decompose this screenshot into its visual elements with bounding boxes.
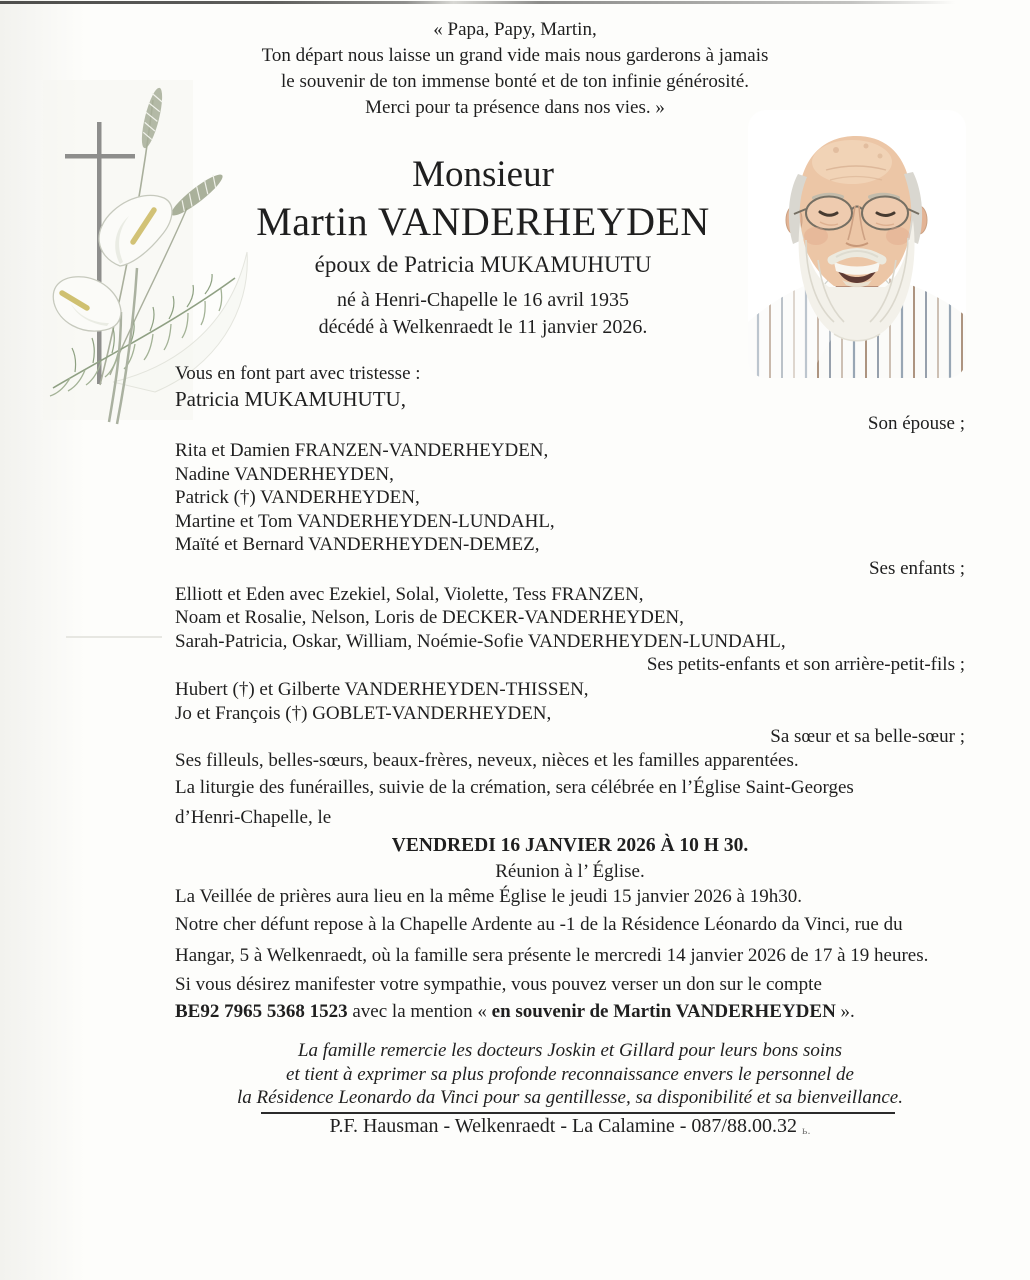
donation-paragraph (175, 971, 965, 1025)
list-item: Patrick (†) VANDERHEYDEN, (175, 487, 420, 508)
civility: Monsieur (412, 154, 554, 195)
grandchildren-names-list (175, 583, 965, 654)
liturgy-paragraph (175, 773, 965, 833)
relation-siblings: Sa sœur et sa belle-sœur ; (770, 726, 965, 747)
announcement-body (175, 362, 965, 1142)
bank-account-number: BE92 7965 5368 1523 (175, 1001, 348, 1022)
list-item: Jo et François (†) GOBLET-VANDERHEYDEN, (175, 702, 552, 724)
funeral-date-line: VENDREDI 16 JANVIER 2026 À 10 H 30. (391, 835, 749, 856)
children-names-list (175, 439, 965, 557)
relation-children: Ses enfants ; (868, 557, 965, 579)
thanks-line: et tient à exprimer sa plus profonde reconnaissance envers le personnel de (286, 1063, 854, 1085)
title-block (175, 152, 791, 341)
list-item: Sarah-Patricia, Oskar, William, Noémie-Sofie VANDERHEYDEN-LUNDAHL, (175, 630, 786, 652)
list-item: Rita et Damien FRANZEN-VANDERHEYDEN, (175, 440, 549, 461)
repose-line: Hangar, 5 à Welkenraedt, où la famille sera présente le mercredi 14 janvier 2026 de 17 à 19 heures. (175, 945, 929, 966)
donation-mention: en souvenir de Martin VANDERHEYDEN (491, 1001, 836, 1022)
list-item: Hubert (†) et Gilberte VANDERHEYDEN-THISSEN, (175, 679, 589, 700)
relation-spouse: Son épouse ; (867, 413, 965, 434)
relation-grandchildren: Ses petits-enfants et son arrière-petit-fils ; (646, 654, 965, 675)
list-item: Martine et Tom VANDERHEYDEN-LUNDAHL, (175, 510, 555, 532)
birth-line: né à Henri-Chapelle le 16 avril 1935 (336, 289, 630, 311)
list-item: Maïté et Bernard VANDERHEYDEN-DEMEZ, (175, 534, 540, 555)
list-item: Elliott et Eden avec Ezekiel, Solal, Violette, Tess FRANZEN, (175, 583, 644, 605)
scan-artifact: ь. (801, 1122, 811, 1137)
scan-top-line (0, 1, 965, 4)
quote-line: Ton départ nous laisse un grand vide mais nous garderons à jamais (261, 45, 769, 66)
liturgy-line: La liturgie des funérailles, suivie de la crémation, sera célébrée en l’Église Saint-Georges (175, 777, 854, 798)
announcement-intro: Vous en font part avec tristesse : (175, 363, 421, 384)
quote-line: Merci pour ta présence dans nos vies. » (365, 97, 665, 118)
repose-line: Notre cher défunt repose à la Chapelle Ardente au -1 de la Résidence Léonardo da Vinci, rue du (175, 914, 903, 935)
deceased-name: Martin VANDERHEYDEN (256, 199, 710, 244)
death-line: décédé à Welkenraedt le 11 janvier 2026. (318, 316, 648, 338)
donation-text: ». (835, 1001, 855, 1022)
spouse-of-line: époux de Patricia MUKAMUHUTU (314, 252, 652, 277)
thanks-line: la Résidence Leonardo da Vinci pour sa gentillesse, sa disponibilité et sa bienveillance. (237, 1087, 903, 1108)
funeral-home-line (175, 1114, 965, 1142)
liturgy-line: d’Henri-Chapelle, le (175, 807, 332, 828)
repose-paragraph (175, 909, 965, 971)
quote-line: le souvenir de ton immense bonté et de ton infinie générosité. (280, 71, 749, 92)
thanks-line: La famille remercie les docteurs Joskin et Gillard pour leurs bons soins (297, 1040, 843, 1061)
meeting-line: Réunion à l’ Église. (495, 861, 645, 882)
quote-line: « Papa, Papy, Martin, (433, 19, 597, 40)
spouse-name: Patricia MUKAMUHUTU, (175, 387, 406, 411)
list-item: Nadine VANDERHEYDEN, (175, 463, 394, 485)
extended-family-line: Ses filleuls, belles-sœurs, beaux-frères, neveux, nièces et les familles apparentées. (175, 750, 799, 771)
thanks-paragraph (175, 1039, 965, 1110)
funeral-home-text: P.F. Hausman - Welkenraedt - La Calamine - 087/88.00.32 (329, 1114, 797, 1137)
paper-fold-line (66, 636, 162, 638)
donation-text: avec la mention « (347, 1001, 492, 1022)
list-item: Noam et Rosalie, Nelson, Loris de DECKER-VANDERHEYDEN, (175, 607, 684, 628)
donation-line (175, 998, 965, 1025)
donation-line: Si vous désirez manifester votre sympathie, vous pouvez verser un don sur le compte (175, 974, 822, 995)
siblings-names-list (175, 678, 965, 725)
vigil-line: La Veillée de prières aura lieu en la même Église le jeudi 15 janvier 2026 à 19h30. (175, 886, 802, 907)
